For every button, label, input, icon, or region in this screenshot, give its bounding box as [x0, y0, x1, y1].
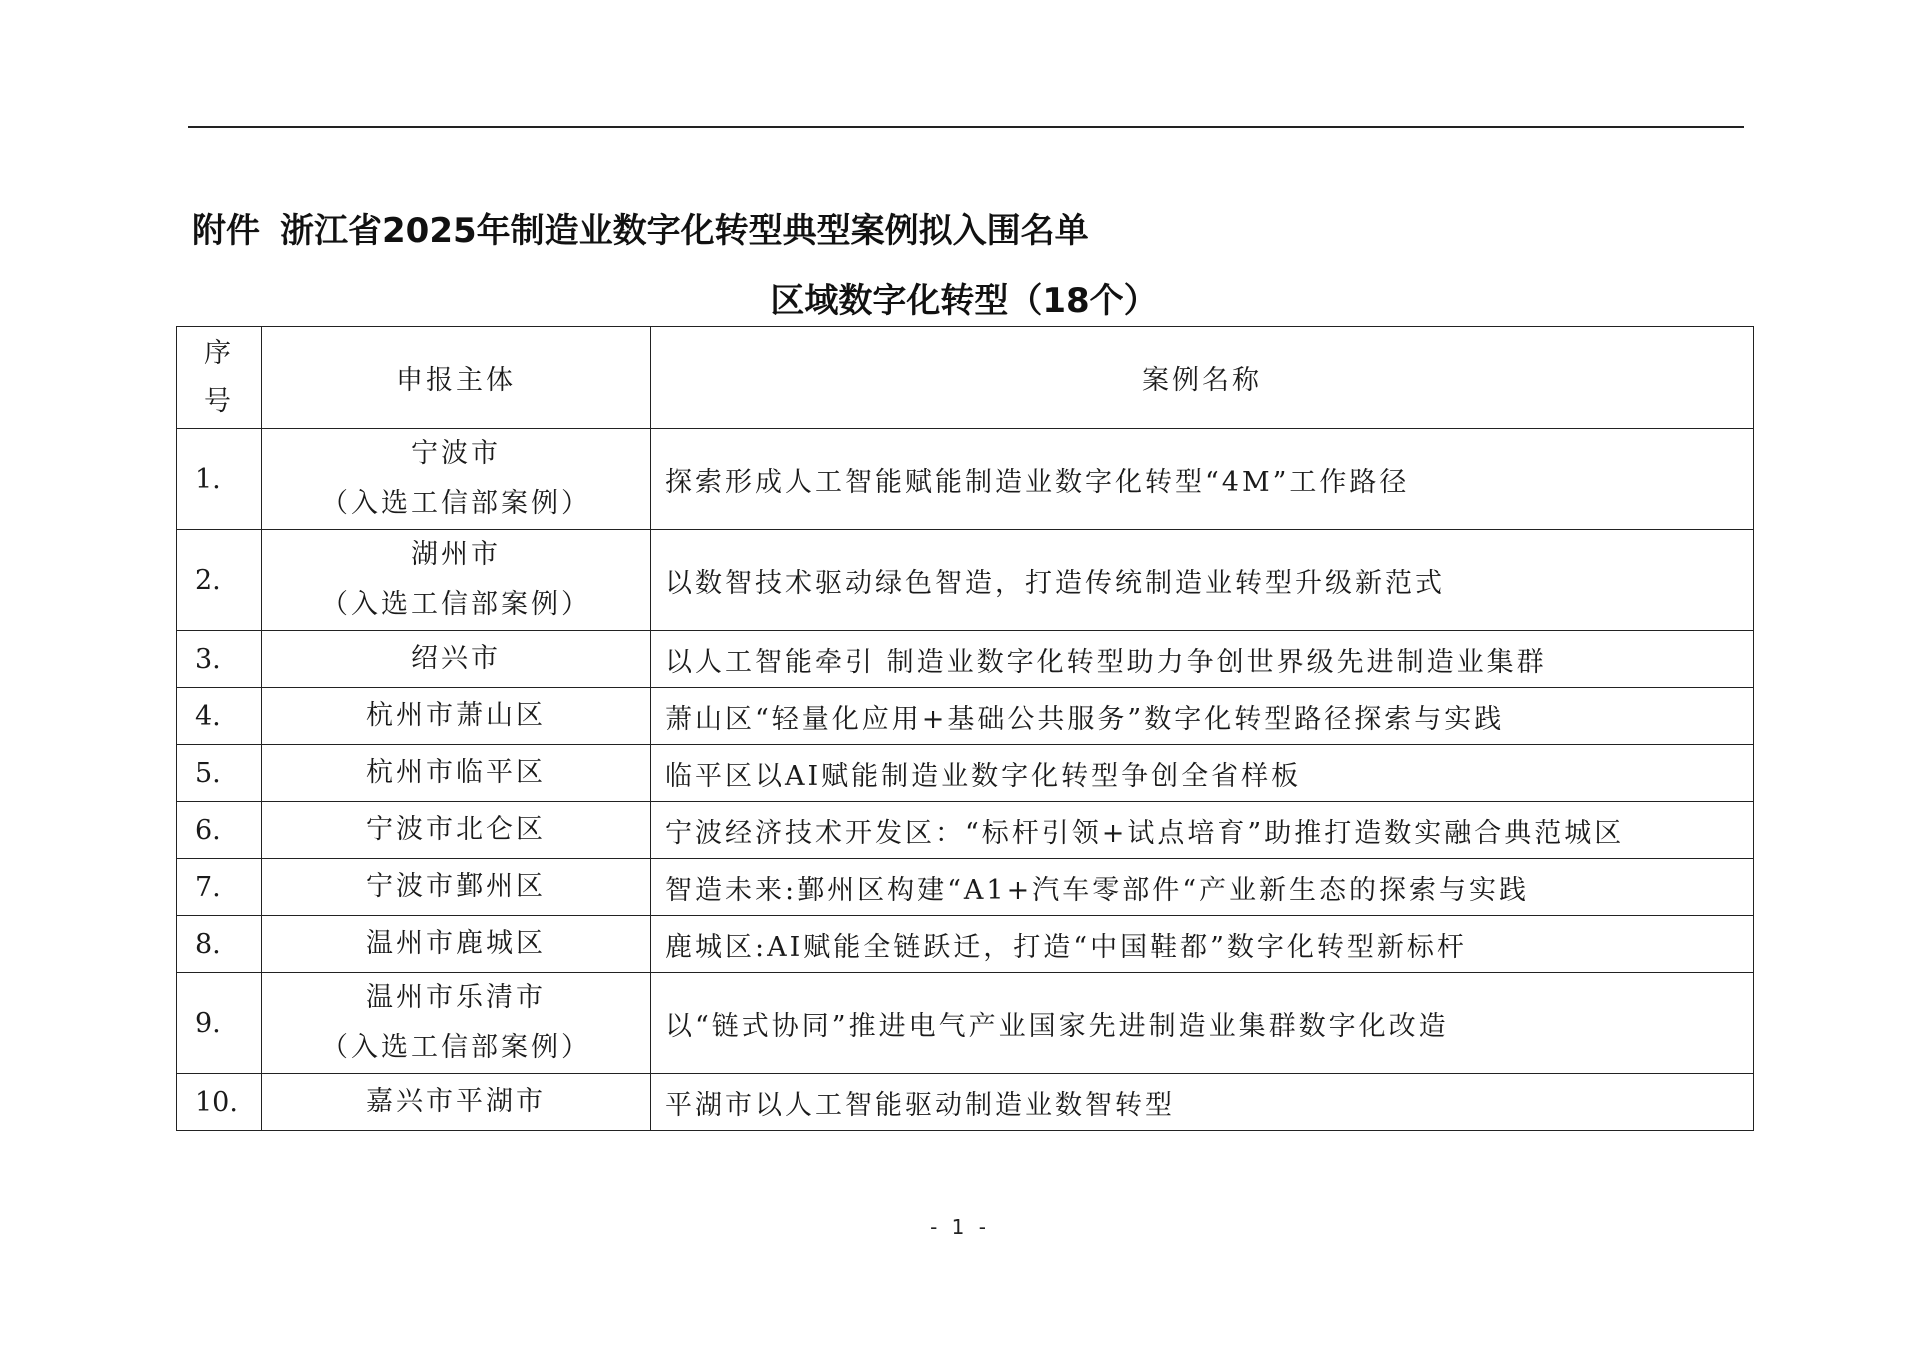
row-case-name: 宁波经济技术开发区：“标杆引领+试点培育”助推打造数实融合典范城区	[651, 802, 1754, 859]
header-rule	[188, 126, 1744, 128]
table-row	[177, 916, 1754, 973]
header-index: 序 号	[177, 327, 262, 429]
title-prefix: 附件	[192, 211, 260, 251]
table-row	[177, 688, 1754, 745]
row-subject: 温州市乐清市 （入选工信部案例）	[262, 973, 651, 1074]
table-header-row	[177, 327, 1754, 429]
row-subject: 嘉兴市平湖市	[262, 1074, 651, 1131]
table-row	[177, 530, 1754, 631]
row-case-name: 智造未来:鄞州区构建“A1+汽车零部件“产业新生态的探索与实践	[651, 859, 1754, 916]
row-case-name: 萧山区“轻量化应用+基础公共服务”数字化转型路径探索与实践	[651, 688, 1754, 745]
row-case-name: 鹿城区:AI赋能全链跃迁，打造“中国鞋都”数字化转型新标杆	[651, 916, 1754, 973]
table-row	[177, 1074, 1754, 1131]
table-row	[177, 859, 1754, 916]
title-text: 浙江省2025年制造业数字化转型典型案例拟入围名单	[280, 211, 1089, 251]
row-subject: 杭州市萧山区	[262, 688, 651, 745]
row-index: 2.	[177, 530, 262, 631]
row-subject: 绍兴市	[262, 631, 651, 688]
row-index: 3.	[177, 631, 262, 688]
row-index: 1.	[177, 429, 262, 530]
row-index: 4.	[177, 688, 262, 745]
row-index: 9.	[177, 973, 262, 1074]
row-subject: 宁波市鄞州区	[262, 859, 651, 916]
table-row	[177, 631, 1754, 688]
row-case-name: 以数智技术驱动绿色智造，打造传统制造业转型升级新范式	[651, 530, 1754, 631]
row-index: 8.	[177, 916, 262, 973]
header-case-name: 案例名称	[651, 327, 1754, 429]
page-number: - 1 -	[930, 1215, 990, 1239]
row-index: 6.	[177, 802, 262, 859]
row-index: 10.	[177, 1074, 262, 1131]
row-subject: 湖州市 （入选工信部案例）	[262, 530, 651, 631]
section-title: 区域数字化转型（18个）	[770, 281, 1158, 321]
table-row	[177, 745, 1754, 802]
row-case-name: 探索形成人工智能赋能制造业数字化转型“4M”工作路径	[651, 429, 1754, 530]
table-row	[177, 429, 1754, 530]
row-index: 7.	[177, 859, 262, 916]
row-case-name: 平湖市以人工智能驱动制造业数智转型	[651, 1074, 1754, 1131]
row-case-name: 以“链式协同”推进电气产业国家先进制造业集群数字化改造	[651, 973, 1754, 1074]
document-title	[192, 206, 1089, 256]
row-index: 5.	[177, 745, 262, 802]
row-subject: 温州市鹿城区	[262, 916, 651, 973]
row-subject: 宁波市 （入选工信部案例）	[262, 429, 651, 530]
table-row	[177, 973, 1754, 1074]
row-subject: 宁波市北仑区	[262, 802, 651, 859]
table-row	[177, 802, 1754, 859]
header-subject: 申报主体	[262, 327, 651, 429]
row-case-name: 临平区以AI赋能制造业数字化转型争创全省样板	[651, 745, 1754, 802]
row-case-name: 以人工智能牵引 制造业数字化转型助力争创世界级先进制造业集群	[651, 631, 1754, 688]
case-table	[176, 326, 1754, 1131]
row-subject: 杭州市临平区	[262, 745, 651, 802]
